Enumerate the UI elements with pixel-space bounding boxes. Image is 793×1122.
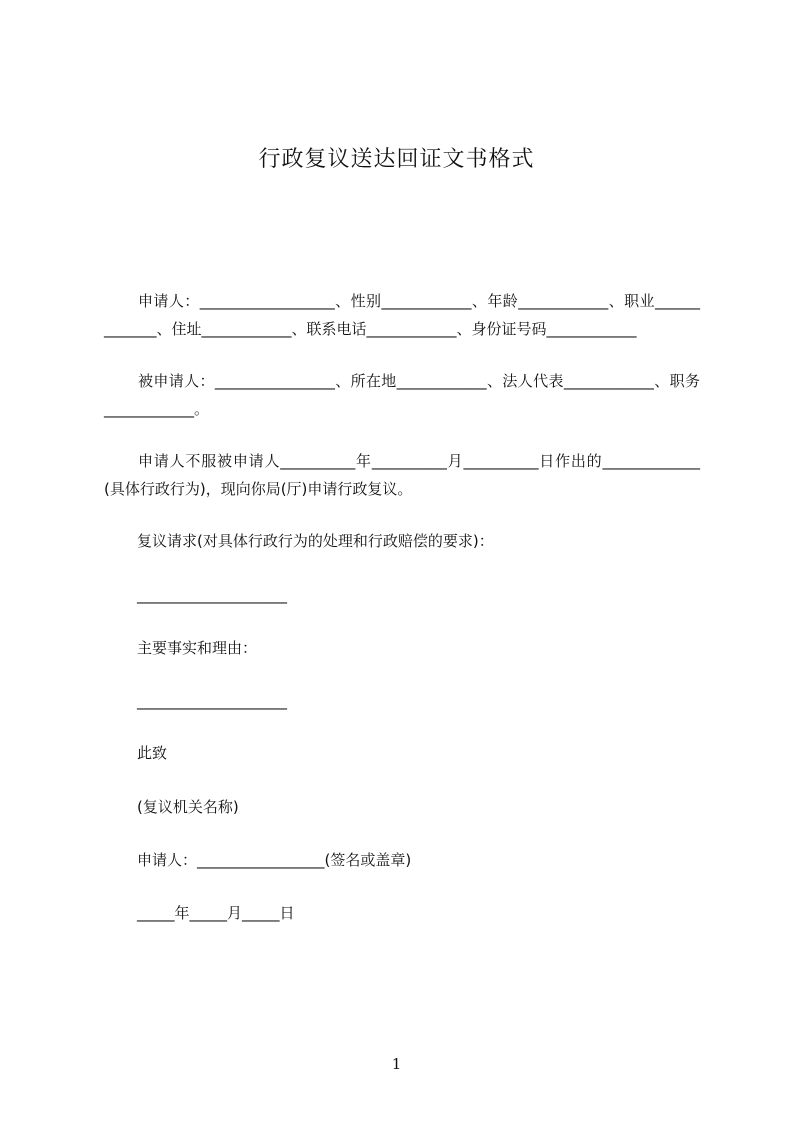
review-organ-name: (复议机关名称) bbox=[137, 798, 239, 816]
facts-reasons-label: 主要事实和理由： bbox=[137, 639, 258, 657]
salutation: 此致 bbox=[137, 744, 168, 762]
applicant-signature-line: 申请人：_________________(签名或盖章) bbox=[137, 851, 412, 869]
applicant-info-paragraph: 申请人：__________________、性别____________、年龄____________、职业_____________、住址____________、联系电话____________、身份证号码____________ bbox=[104, 292, 700, 338]
review-request-blank: ____________________ bbox=[137, 586, 287, 604]
review-request-label: 复议请求(对具体行政行为的处理和行政赔偿的要求)： bbox=[137, 532, 494, 550]
dispute-statement-paragraph: 申请人不服被申请人__________年__________月__________日作出的_____________(具体行政行为)，现向你局(厅)申请行政复议。 bbox=[104, 452, 700, 498]
facts-reasons-blank: ____________________ bbox=[137, 692, 287, 710]
document-title: 行政复议送达回证文书格式 bbox=[258, 147, 535, 172]
respondent-info-paragraph: 被申请人：________________、所在地____________、法人代表____________、职务____________。 bbox=[104, 372, 700, 418]
date-line: _____年_____月_____日 bbox=[137, 904, 295, 922]
page-number: 1 bbox=[391, 1055, 402, 1073]
